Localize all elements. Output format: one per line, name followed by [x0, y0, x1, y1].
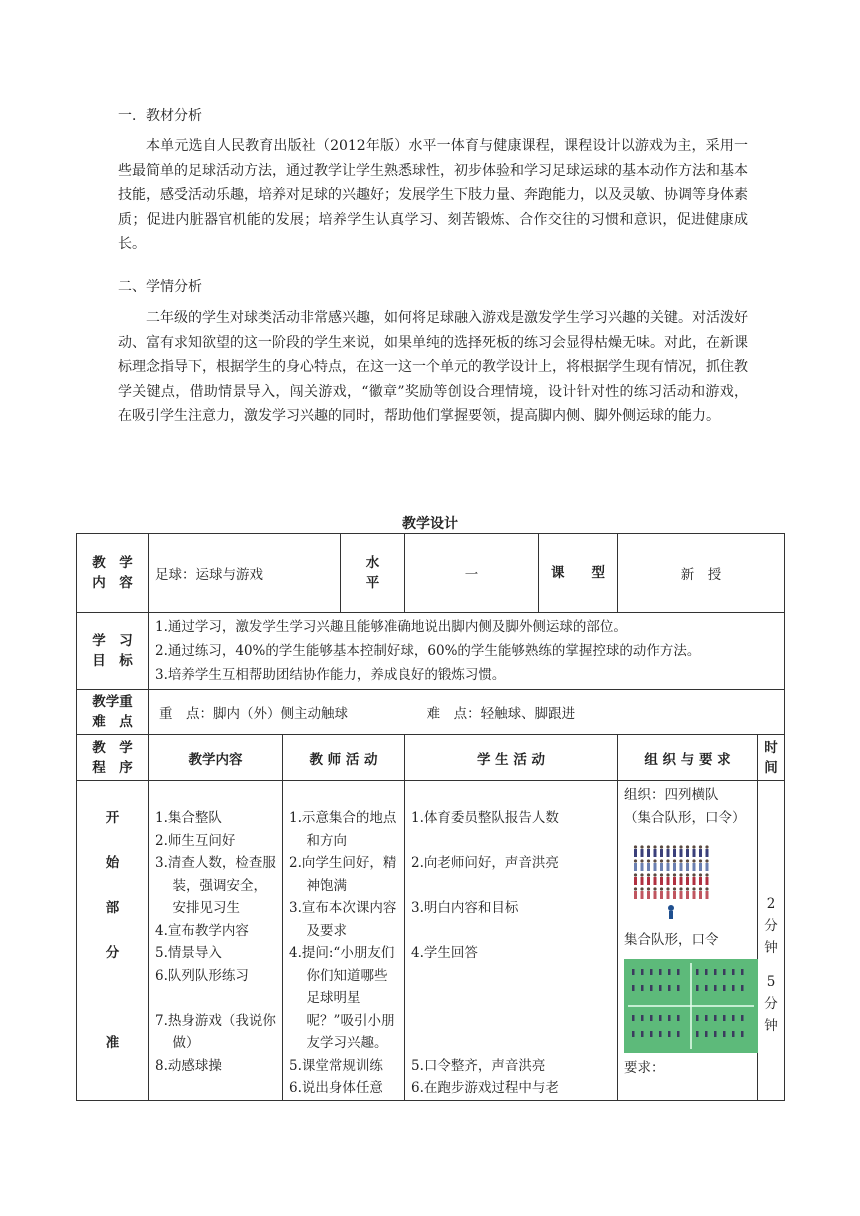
student-figure: [634, 891, 637, 899]
student-figure: [706, 877, 709, 885]
student-figure: [686, 849, 689, 857]
student-figure: [680, 891, 683, 899]
organization-cell: [618, 781, 758, 1101]
goal-item: 3.培养学生互相帮助团结协作能力，养成良好的锻炼习惯。: [155, 667, 506, 683]
list-item: 1.体育委员整队报告人数: [411, 810, 559, 826]
list-item: 2.向老师问好，声音洪亮: [411, 855, 559, 871]
field-student: [696, 985, 699, 991]
org-requirement: 要求：: [624, 1059, 665, 1076]
student-head: [705, 859, 708, 862]
field-student: [641, 985, 644, 991]
student-figure: [654, 877, 657, 885]
student-head: [666, 887, 669, 890]
field-student: [641, 1015, 644, 1021]
content-items: [149, 781, 283, 1101]
section-heading-2: 二、学情分析: [118, 279, 202, 295]
student-figure: [647, 891, 650, 899]
field-student: [705, 969, 708, 975]
field-student: [659, 1031, 662, 1037]
list-spacer: [155, 987, 276, 1010]
student-head: [640, 845, 643, 848]
field-student: [632, 1015, 635, 1021]
student-head: [634, 873, 637, 876]
org-line-1: 组织：四列横队: [624, 787, 719, 803]
field-student: [741, 1015, 744, 1021]
field-student: [668, 985, 671, 991]
student-head: [679, 887, 682, 890]
student-figure: [680, 863, 683, 871]
goal-item: 1.通过学习，激发学生学习兴趣且能够准确地说出脚内侧及脚外侧运球的部位。: [155, 619, 627, 635]
goal-item: 2.通过练习，40%的学生能够基本控制好球，60%的学生能够熟练的掌握控球的动作方法。: [155, 643, 701, 659]
field-student: [732, 985, 735, 991]
student-head: [705, 845, 708, 848]
field-student: [732, 969, 735, 975]
list-item: 1.集合整队: [155, 810, 222, 826]
student-head: [686, 887, 689, 890]
student-figure: [667, 849, 670, 857]
list-item: 2.向学生问好，精神饱满: [289, 855, 397, 894]
student-head: [666, 873, 669, 876]
list-item: 3.明白内容和目标: [411, 900, 519, 916]
field-student: [696, 1015, 699, 1021]
student-head: [640, 887, 643, 890]
goals-list: [149, 613, 785, 690]
student-figure: [641, 863, 644, 871]
field-student: [723, 969, 726, 975]
student-head: [686, 845, 689, 848]
student-head: [666, 859, 669, 862]
student-head: [692, 845, 695, 848]
student-figure: [667, 877, 670, 885]
student-figure: [660, 891, 663, 899]
student-figure: [654, 863, 657, 871]
student-figure: [660, 863, 663, 871]
field-student: [714, 969, 717, 975]
field-student: [641, 1031, 644, 1037]
field-student: [705, 1031, 708, 1037]
student-head: [673, 873, 676, 876]
row-headers: [77, 735, 785, 781]
section-name: 开 始 部 分 准: [77, 781, 149, 1101]
student-figure: [706, 863, 709, 871]
field-student: [741, 1031, 744, 1037]
teacher-head: [668, 905, 674, 911]
row-start-section: [77, 781, 785, 1101]
list-item: 4.学生回答: [411, 945, 478, 961]
field-student: [650, 969, 653, 975]
student-head: [692, 887, 695, 890]
student-head: [647, 873, 650, 876]
field-student: [650, 985, 653, 991]
student-figure: [647, 863, 650, 871]
student-figure: [641, 849, 644, 857]
level-value: 一: [405, 534, 539, 613]
student-head: [647, 845, 650, 848]
row-keypoints: [77, 690, 785, 735]
list-item: 5.课堂常规训练: [289, 1057, 383, 1074]
student-head: [660, 873, 663, 876]
list-item: 7.热身游戏（我说你做）: [155, 1012, 276, 1051]
student-head: [699, 845, 702, 848]
student-figure: [660, 877, 663, 885]
student-figure: [634, 877, 637, 885]
header-student: 学 生 活 动: [405, 735, 618, 781]
student-figure: [699, 891, 702, 899]
field-student: [632, 969, 635, 975]
student-head: [673, 845, 676, 848]
field-student: [668, 969, 671, 975]
student-head: [692, 859, 695, 862]
student-head: [653, 859, 656, 862]
field-student: [714, 985, 717, 991]
list-item: 3.清查人数，检查服装，强调安全，安排见习生: [155, 855, 276, 916]
field-student: [677, 1031, 680, 1037]
org-line-3: 集合队形，口令: [624, 932, 719, 948]
list-item: 4.提问:“小朋友们你们知道哪些足球明星呢？”吸引小朋友学习兴趣。: [289, 945, 395, 1051]
student-figure: [654, 849, 657, 857]
student-head: [660, 887, 663, 890]
field-student: [641, 969, 644, 975]
student-head: [634, 845, 637, 848]
section-paragraph-1: 本单元选自人民教育出版社（2012年版）水平一体育与健康课程，课程设计以游戏为主，采用一些最简单的足球活动方法，通过教学让学生熟悉球性，初步体验和学习足球运球的基本动作方法和基本技能，感受活动乐趣，培养对足球的兴趣好；发展学生下肢力量、奔跑能力，以及灵敏、协调等身体素质；促进内脏器官机能的发展；培养学生认真学习、刻苦锻炼、合作交往的习惯和意识，促进健康成长。: [118, 138, 748, 252]
field-student: [677, 1015, 680, 1021]
row-goals: [77, 613, 785, 690]
field-student: [659, 969, 662, 975]
field-student: [723, 1015, 726, 1021]
student-figure: [673, 849, 676, 857]
time-cell: 2 分 钟 5 分 钟: [758, 781, 785, 1101]
field-student: [705, 985, 708, 991]
field-student: [632, 1031, 635, 1037]
student-items: [405, 781, 618, 1101]
field-student: [668, 1015, 671, 1021]
student-figure: [699, 849, 702, 857]
student-head: [660, 845, 663, 848]
student-head: [640, 873, 643, 876]
student-figure: [667, 863, 670, 871]
header-content: 教学内容: [149, 735, 283, 781]
list-item: 2.师生互问好: [155, 832, 236, 849]
student-head: [686, 873, 689, 876]
org-line-2: （集合队形，口令）: [624, 809, 746, 826]
student-head: [686, 859, 689, 862]
goals-label: 学 习 目 标: [77, 613, 149, 690]
field-student: [632, 985, 635, 991]
field-student: [677, 985, 680, 991]
student-figure: [641, 877, 644, 885]
header-organization: 组 织 与 要 求: [618, 735, 758, 781]
student-head: [653, 887, 656, 890]
student-head: [679, 873, 682, 876]
table-title: 教学设计: [402, 516, 458, 532]
student-figure: [693, 877, 696, 885]
content-value: 足球：运球与游戏: [149, 534, 341, 613]
row-content: [77, 534, 785, 613]
student-head: [679, 845, 682, 848]
student-figure: [686, 863, 689, 871]
list-item: 3.宣布本次课内容及要求: [289, 900, 397, 939]
field-student: [659, 985, 662, 991]
student-figure: [654, 891, 657, 899]
student-figure: [641, 891, 644, 899]
type-label: 课 型: [539, 534, 618, 613]
students-formation: [634, 845, 709, 899]
header-time: 时 间: [758, 735, 785, 781]
field-student: [677, 969, 680, 975]
list-item: 6.在跑步游戏过程中与老: [411, 1080, 559, 1096]
student-figure: [673, 877, 676, 885]
student-figure: [667, 891, 670, 899]
student-head: [705, 887, 708, 890]
student-head: [666, 845, 669, 848]
student-figure: [647, 877, 650, 885]
section-paragraph-2: 二年级的学生对球类活动非常感兴趣，如何将足球融入游戏是激发学生学习兴趣的关键。对活泼好动、富有求知欲望的这一阶段的学生来说，如果单纯的选择死板的练习会显得枯燥无味。对此，在新课标理念指导下，根据学生的身心特点，在这一这一个单元的教学设计上，将根据学生现有情况，抓住教学关键点，借助情景导入，闯关游戏，“徽章”奖励等创设合理情境，设计针对性的练习活动和游戏，在吸引学生注意力，激发学习兴趣的同时，帮助他们掌握要领，提高脚内侧、脚外侧运球的能力。: [118, 310, 748, 424]
student-figure: [660, 849, 663, 857]
keypoints-label: 教学重 难 点: [77, 690, 149, 735]
student-head: [699, 887, 702, 890]
student-head: [634, 859, 637, 862]
list-item: 6.说出身体任意: [289, 1080, 383, 1096]
student-figure: [647, 849, 650, 857]
student-head: [660, 859, 663, 862]
student-figure: [693, 863, 696, 871]
teacher-items: [283, 781, 405, 1101]
teaching-design-table: [76, 533, 785, 1101]
field-student: [732, 1015, 735, 1021]
field-student: [696, 969, 699, 975]
section-heading-1: 一．教材分析: [118, 108, 202, 124]
header-procedure: 教 学 程 序: [77, 735, 149, 781]
student-figure: [693, 891, 696, 899]
student-head: [699, 859, 702, 862]
formation-diagram: [626, 841, 750, 923]
list-item: 6.队列队形练习: [155, 967, 249, 984]
field-student: [741, 985, 744, 991]
time-value: 5: [766, 974, 776, 990]
student-figure: [680, 877, 683, 885]
keypoints-value: [149, 690, 785, 735]
student-figure: [693, 849, 696, 857]
student-figure: [686, 877, 689, 885]
difficult-point: 难 点：轻触球、脚跟进: [426, 706, 576, 722]
student-head: [653, 873, 656, 876]
level-label: 水 平: [341, 534, 405, 613]
key-point: 重 点：脚内（外）侧主动触球: [159, 706, 348, 722]
student-head: [640, 859, 643, 862]
field-student: [714, 1015, 717, 1021]
field-student: [723, 985, 726, 991]
student-figure: [673, 891, 676, 899]
list-item: 5.口令整齐，声音洪亮: [411, 1057, 546, 1074]
student-figure: [699, 863, 702, 871]
student-head: [673, 887, 676, 890]
student-head: [653, 845, 656, 848]
student-figure: [634, 863, 637, 871]
student-figure: [634, 849, 637, 857]
student-figure: [706, 891, 709, 899]
field-diagram: [624, 959, 758, 1053]
student-head: [673, 859, 676, 862]
list-item: 4.宣布教学内容: [155, 922, 249, 939]
header-teacher: 教 师 活 动: [283, 735, 405, 781]
student-head: [692, 873, 695, 876]
student-figure: [673, 863, 676, 871]
content-label: 教 学 内 容: [77, 534, 149, 613]
field-student: [714, 1031, 717, 1037]
field-student: [705, 1015, 708, 1021]
list-item: 8.动感球操: [155, 1057, 222, 1074]
student-head: [699, 873, 702, 876]
field-student: [741, 969, 744, 975]
list-item: 1.示意集合的地点和方向: [289, 810, 397, 849]
student-figure: [686, 891, 689, 899]
time-value: 2: [766, 896, 776, 912]
student-head: [679, 859, 682, 862]
field-student: [696, 1031, 699, 1037]
teacher-figure: [669, 911, 673, 919]
field-student: [723, 1031, 726, 1037]
type-value: 新 授: [618, 534, 785, 613]
student-figure: [699, 877, 702, 885]
student-figure: [680, 849, 683, 857]
student-figure: [706, 849, 709, 857]
field-student: [659, 1015, 662, 1021]
field-student: [668, 1031, 671, 1037]
field-student: [732, 1031, 735, 1037]
field-student: [650, 1031, 653, 1037]
student-head: [634, 887, 637, 890]
student-head: [705, 873, 708, 876]
student-head: [647, 887, 650, 890]
student-head: [647, 859, 650, 862]
field-student: [650, 1015, 653, 1021]
list-item: 5.情景导入: [155, 945, 222, 961]
